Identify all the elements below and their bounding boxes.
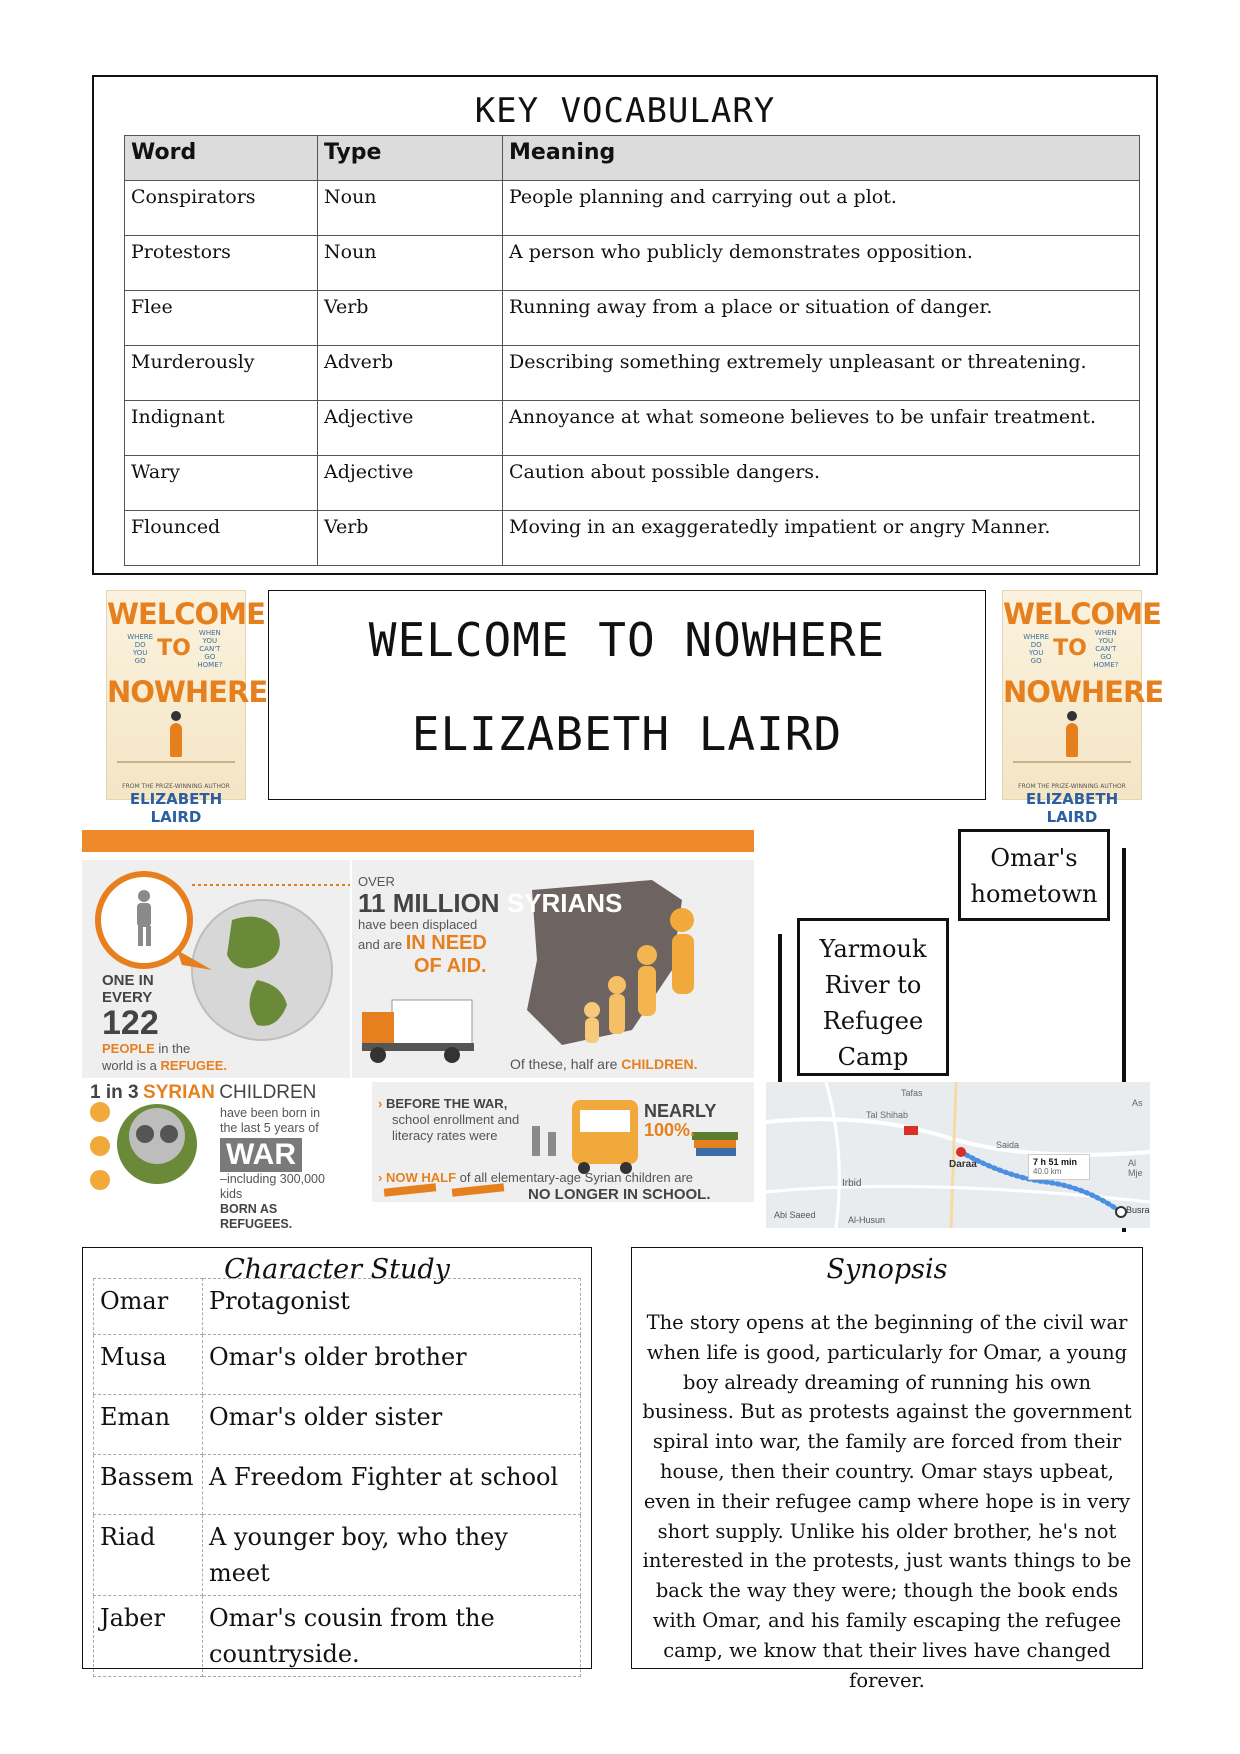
vocab-meaning: Annoyance at what someone believes to be unfair treatment. bbox=[503, 401, 1140, 456]
character-name: Musa bbox=[94, 1335, 203, 1395]
vocab-word: Conspirators bbox=[125, 181, 318, 236]
synopsis-section bbox=[631, 1247, 1143, 1692]
stat-no-longer: NO LONGER IN SCHOOL. bbox=[528, 1186, 711, 1203]
stat-world-is: world is a bbox=[102, 1058, 157, 1073]
road-line bbox=[1013, 761, 1131, 763]
route-time: 7 h 51 min bbox=[1033, 1157, 1078, 1167]
title-box bbox=[268, 590, 986, 800]
stat-refugee: REFUGEE. bbox=[160, 1058, 228, 1073]
cover-sub-right: WHEN YOU CAN'T GO HOME? bbox=[197, 629, 223, 669]
stat-of-aid: OF AID. bbox=[414, 955, 487, 977]
character-name: Omar bbox=[94, 1279, 203, 1335]
stat-displaced: have been displaced bbox=[358, 917, 478, 932]
refugee-infographic bbox=[82, 830, 754, 1231]
cover-author: ELIZABETH LAIRD bbox=[1025, 790, 1119, 826]
route-distance: 40.0 km bbox=[1033, 1167, 1062, 1176]
cover-welcome: WELCOME bbox=[1003, 597, 1161, 631]
stat-of-these: Of these, half are bbox=[510, 1056, 618, 1072]
vocab-word: Murderously bbox=[125, 346, 318, 401]
refugee-walker-icon bbox=[124, 888, 164, 948]
cover-to: TO bbox=[1053, 636, 1087, 661]
cover-from: FROM THE PRIZE-WINNING AUTHOR bbox=[122, 783, 230, 790]
table-row bbox=[94, 1455, 581, 1515]
stat-children: CHILDREN. bbox=[621, 1056, 698, 1072]
vocab-type: Adverb bbox=[318, 346, 503, 401]
col-header-meaning: Meaning bbox=[503, 136, 1140, 181]
stat-over: OVER bbox=[358, 874, 395, 889]
vocab-meaning: Caution about possible dangers. bbox=[503, 456, 1140, 511]
character-table bbox=[93, 1278, 581, 1677]
character-name: Jaber bbox=[94, 1596, 203, 1677]
stat-11-million: 11 MILLION bbox=[358, 888, 500, 918]
route-map bbox=[766, 1082, 1150, 1228]
route-info-card[interactable] bbox=[1028, 1154, 1090, 1180]
infographic-panel-syrians bbox=[352, 860, 754, 1078]
vocab-type: Verb bbox=[318, 291, 503, 346]
stat-born-in: have been born in bbox=[220, 1106, 321, 1120]
vocab-table bbox=[124, 135, 1140, 566]
character-name: Riad bbox=[94, 1515, 203, 1596]
map-place-saida: Saida bbox=[996, 1140, 1020, 1150]
book-cover-right bbox=[1002, 590, 1164, 826]
table-row bbox=[125, 401, 1140, 456]
map-place-abi-saeed: Abi Saeed bbox=[774, 1210, 816, 1220]
map-place-tafas: Tafas bbox=[901, 1088, 923, 1098]
stat-before-war: BEFORE THE WAR, bbox=[385, 1096, 508, 1111]
vocab-meaning: A person who publicly demonstrates opposition. bbox=[503, 236, 1140, 291]
table-row bbox=[125, 511, 1140, 566]
cover-from: FROM THE PRIZE-WINNING AUTHOR bbox=[1018, 783, 1126, 790]
vocab-type: Verb bbox=[318, 511, 503, 566]
map-place-daraa: Daraa bbox=[949, 1159, 977, 1170]
stat-122: 122 bbox=[102, 1004, 159, 1042]
stat-syrian: SYRIAN bbox=[143, 1082, 215, 1103]
stat-syrians: SYRIANS bbox=[506, 888, 623, 918]
daraa-pin-icon bbox=[956, 1147, 966, 1157]
vocab-word: Wary bbox=[125, 456, 318, 511]
stat-syrian-children: CHILDREN bbox=[219, 1082, 317, 1103]
table-row bbox=[94, 1596, 581, 1677]
character-study-title: Character Study bbox=[224, 1254, 450, 1285]
vocab-type: Noun bbox=[318, 181, 503, 236]
infographic-panel-refugee bbox=[82, 860, 350, 1078]
synopsis-text: The story opens at the beginning of the civil war when life is good, particularly for Omar, a young boy already dreaming of running his own business. But as protests against the government spiral into war, the family are forced from their house, then their country. Omar stays upbeat, even in their refugee camp where hope is in very short supply. Unlike his older brother, he's not interested in the protests, just wants things to be back the way they were; though the book ends with Omar, and his family escaping the refugee camp, we know that their lives have changed forever. bbox=[642, 1311, 1132, 1692]
table-row bbox=[125, 181, 1140, 236]
stat-war: WAR bbox=[220, 1138, 302, 1172]
cover-nowhere: NOWHERE bbox=[1003, 675, 1164, 709]
road-line bbox=[117, 761, 235, 763]
stat-one-in: ONE IN bbox=[102, 972, 154, 989]
yarmouk-pointer-line bbox=[778, 934, 782, 1096]
stat-including: –including 300,000 kids bbox=[220, 1172, 325, 1201]
vocab-type: Adjective bbox=[318, 401, 503, 456]
table-row bbox=[94, 1395, 581, 1455]
cover-to: TO bbox=[157, 636, 191, 661]
cover-sub-right: WHEN YOU CAN'T GO HOME? bbox=[1093, 629, 1119, 669]
vocab-type: Noun bbox=[318, 236, 503, 291]
character-desc: Omar's older sister bbox=[203, 1395, 581, 1455]
vocab-meaning: Describing something extremely unpleasant or threatening. bbox=[503, 346, 1140, 401]
stat-last-5-years: the last 5 years of bbox=[220, 1121, 319, 1135]
busra-marker-icon bbox=[1116, 1207, 1126, 1217]
stat-in-the: in the bbox=[158, 1041, 191, 1056]
cover-sub-left: WHERE DO YOU GO bbox=[1023, 633, 1050, 665]
map-place-busra: Busra bbox=[1126, 1205, 1150, 1215]
infographic-panel-school: › BEFORE THE WAR, school enrollment and literacy rates were NEARLY 100%. › NOW HALF of all elementary-age Syrian children are NO LONGER IN SCHOOL. bbox=[372, 1082, 754, 1202]
stat-elementary: of all elementary-age Syrian children are bbox=[459, 1170, 694, 1185]
walking-boy-icon bbox=[1066, 723, 1078, 757]
vocab-meaning: Running away from a place or situation of danger. bbox=[503, 291, 1140, 346]
stat-in-need: IN NEED bbox=[405, 932, 487, 954]
map-place-as: As bbox=[1132, 1098, 1143, 1108]
character-study-section bbox=[82, 1247, 592, 1669]
book-title: WELCOME TO NOWHERE bbox=[368, 613, 886, 667]
vocab-word: Flee bbox=[125, 291, 318, 346]
map-place-al-husun: Al-Husun bbox=[848, 1215, 886, 1225]
cover-author: ELIZABETH LAIRD bbox=[129, 790, 223, 826]
stat-people: PEOPLE bbox=[102, 1041, 155, 1056]
character-desc: A younger boy, who they meet bbox=[203, 1515, 581, 1596]
table-row bbox=[94, 1335, 581, 1395]
stat-school-enrollment: school enrollment and bbox=[392, 1112, 520, 1127]
character-desc: A Freedom Fighter at school bbox=[203, 1455, 581, 1515]
cover-sub-left: WHERE DO YOU GO bbox=[127, 633, 154, 665]
vocab-word: Protestors bbox=[125, 236, 318, 291]
stat-nearly: NEARLY bbox=[644, 1101, 717, 1121]
stat-now-half: NOW HALF bbox=[385, 1170, 457, 1185]
vocab-meaning: People planning and carrying out a plot. bbox=[503, 181, 1140, 236]
character-desc: Protagonist bbox=[203, 1279, 581, 1335]
character-name: Eman bbox=[94, 1395, 203, 1455]
cover-nowhere: NOWHERE bbox=[107, 675, 268, 709]
table-row bbox=[125, 456, 1140, 511]
book-cover-left bbox=[106, 590, 268, 826]
book-author: ELIZABETH LAIRD bbox=[411, 707, 843, 761]
stat-born-refugees: BORN AS REFUGEES. bbox=[220, 1202, 293, 1231]
synopsis-title: Synopsis bbox=[826, 1254, 948, 1285]
map-place-shihab: Tal Shihab bbox=[866, 1110, 909, 1120]
cover-welcome: WELCOME bbox=[107, 597, 265, 631]
vocab-word: Flounced bbox=[125, 511, 318, 566]
key-vocabulary-section bbox=[92, 75, 1158, 575]
walking-boy-icon bbox=[170, 723, 182, 757]
table-row bbox=[125, 346, 1140, 401]
table-row bbox=[125, 236, 1140, 291]
infographic-panel-war bbox=[82, 1082, 350, 1231]
stat-1-in-3: 1 in 3 bbox=[90, 1082, 139, 1103]
vocab-word: Indignant bbox=[125, 401, 318, 456]
table-row bbox=[94, 1515, 581, 1596]
stat-and-are: and are bbox=[358, 937, 403, 952]
map-place-al-mje: Al Mje bbox=[1128, 1158, 1143, 1178]
vocab-header-row bbox=[125, 136, 1140, 181]
vocab-title: KEY VOCABULARY bbox=[474, 91, 776, 131]
stat-literacy: literacy rates were bbox=[392, 1128, 498, 1143]
infographic-header-bar bbox=[82, 830, 754, 852]
gasmask-children-icon bbox=[82, 1086, 212, 1206]
col-header-type: Type bbox=[318, 136, 503, 181]
yarmouk-label: Yarmouk River to Refugee Camp bbox=[797, 918, 949, 1076]
character-desc: Omar's cousin from the countryside. bbox=[203, 1596, 581, 1677]
table-row bbox=[125, 291, 1140, 346]
stat-100-pct: 100%. bbox=[644, 1120, 696, 1140]
hometown-label: Omar's hometown bbox=[958, 829, 1110, 921]
vocab-meaning: Moving in an exaggeratedly impatient or angry Manner. bbox=[503, 511, 1140, 566]
stat-every: EVERY bbox=[102, 989, 153, 1006]
col-header-word: Word bbox=[125, 136, 318, 181]
character-name: Bassem bbox=[94, 1455, 203, 1515]
map-place-irbid: Irbid bbox=[842, 1178, 862, 1189]
table-row bbox=[94, 1279, 581, 1335]
character-desc: Omar's older brother bbox=[203, 1335, 581, 1395]
map-roads bbox=[766, 1082, 1150, 1228]
vocab-type: Adjective bbox=[318, 456, 503, 511]
